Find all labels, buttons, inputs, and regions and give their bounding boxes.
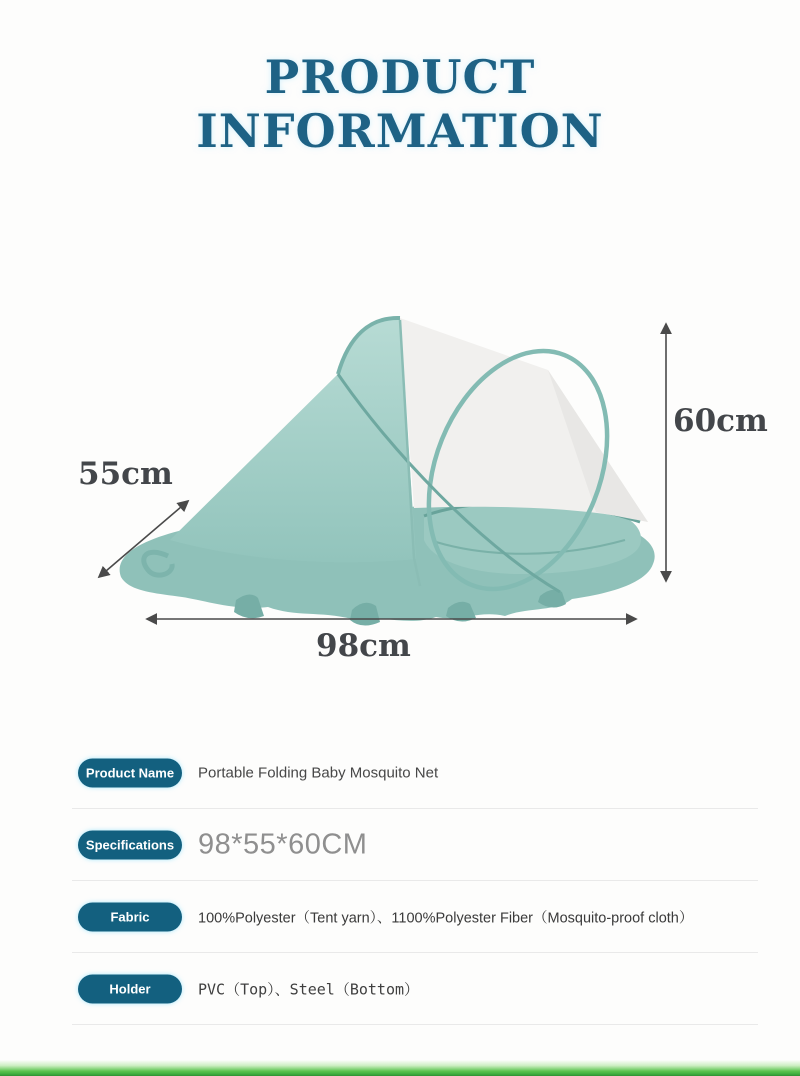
spec-row-specifications — [0, 809, 800, 881]
page-title-line2: INFORMATION — [196, 104, 604, 159]
spec-row-product-name — [0, 737, 800, 809]
spec-list — [0, 737, 800, 1025]
specifications-badge: Specifications — [78, 831, 182, 860]
depth-dimension-label: 55cm — [78, 456, 173, 492]
spec-row-fabric — [0, 881, 800, 953]
height-dimension-label: 60cm — [673, 403, 768, 439]
fabric-value: 100%Polyester（Tent yarn）、1100%Polyester Fiber（Mosquito-proof cloth） — [198, 910, 694, 927]
product-name-badge: Product Name — [78, 759, 182, 788]
spec-row-holder — [0, 953, 800, 1025]
holder-value: PVC（Top）、Steel（Bottom） — [198, 980, 420, 999]
holder-badge: Holder — [78, 975, 182, 1004]
footer-green-strip — [0, 1060, 800, 1076]
product-name-value: Portable Folding Baby Mosquito Net — [198, 764, 439, 782]
page-title-line1: PRODUCT — [264, 50, 536, 104]
divider — [72, 1024, 758, 1025]
width-dimension-label: 98cm — [316, 628, 411, 664]
specifications-value: 98*55*60CM — [198, 828, 368, 861]
fabric-badge: Fabric — [78, 903, 182, 932]
